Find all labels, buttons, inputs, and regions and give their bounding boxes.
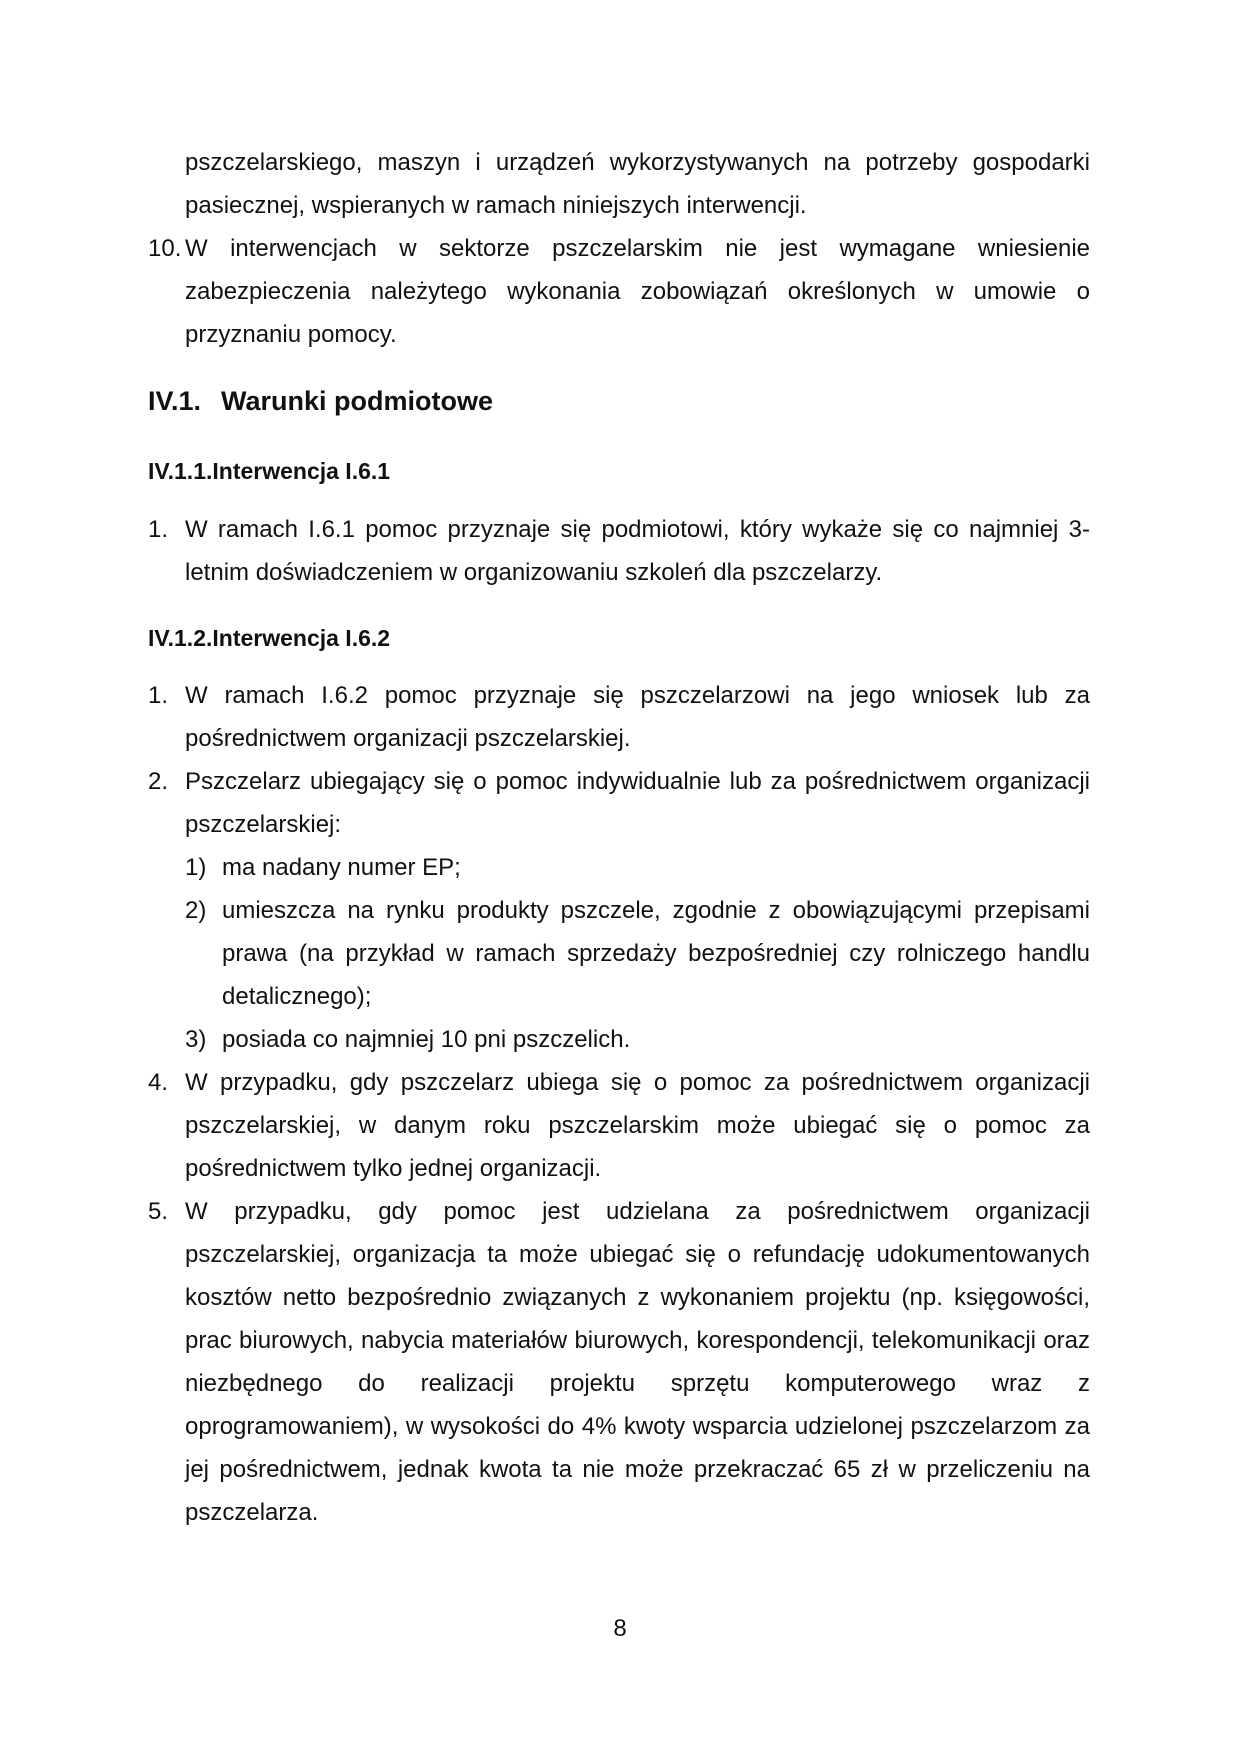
subsection-number: IV.1.1. — [148, 458, 213, 484]
paragraph-text: Pszczelarz ubiegający się o pomoc indywidualnie lub za pośrednictwem organizacji pszczelarskiej: — [185, 768, 1090, 838]
item-number: 1. — [148, 682, 169, 709]
list-item — [148, 760, 1090, 846]
sub-list-item — [185, 1018, 1090, 1061]
paragraph-text: W przypadku, gdy pszczelarz ubiega się o pomoc za pośrednictwem organizacji pszczelarskiej, w danym roku pszczelarskim może ubiegać się o pomoc za pośrednictwem tylko jednej organizacji. — [185, 1069, 1090, 1182]
section-heading — [148, 386, 493, 417]
subsection-title: Interwencja I.6.2 — [212, 625, 391, 651]
page-number: 8 — [613, 1615, 627, 1642]
paragraph-text: W przypadku, gdy pomoc jest udzielana za pośrednictwem organizacji pszczelarskiej, organizacja ta może ubiegać się o refundację udokumentowanych kosztów netto bezpośrednio związanych z wykonaniem projektu (np. księgowości, prac biurowych, nabycia materiałów biurowych, korespondencji, telekomunikacji oraz niezbędnego do realizacji projektu sprzętu komputerowego wraz z oprogramowaniem), w wysokości do 4% kwoty wsparcia udzielonej pszczelarzom za jej pośrednictwem, jednak kwota ta nie może przekraczać 65 zł w przeliczeniu na pszczelarza. — [185, 1198, 1090, 1526]
paragraph-text: W ramach I.6.2 pomoc przyznaje się pszczelarzowi na jego wniosek lub za pośrednictwem organizacji pszczelarskiej. — [185, 682, 1090, 752]
intro-block — [148, 141, 1090, 356]
list-item — [148, 508, 1090, 594]
item-number: 2. — [148, 768, 169, 795]
sub-list-item — [185, 889, 1090, 1018]
subsection-number: IV.1.2. — [148, 625, 213, 651]
paragraph-text: pszczelarskiego, maszyn i urządzeń wykorzystywanych na potrzeby gospodarki pasiecznej, wspieranych w ramach niniejszych interwencji. — [185, 149, 1090, 219]
sub-list-item — [185, 846, 1090, 889]
subsection-heading-1 — [148, 458, 390, 485]
sub-item-text: umieszcza na rynku produkty pszczele, zgodnie z obowiązującymi przepisami prawa (na przykład w ramach sprzedaży bezpośredniej czy rolniczego handlu detalicznego); — [222, 897, 1090, 1010]
sub-item-number: 1) — [185, 854, 207, 881]
paragraph-text: W ramach I.6.1 pomoc przyznaje się podmiotowi, który wykaże się co najmniej 3-letnim doświadczeniem w organizowaniu szkoleń dla pszczelarzy. — [185, 516, 1090, 586]
list-item — [148, 1190, 1090, 1534]
sub-item-number: 3) — [185, 1026, 207, 1053]
item-number: 1. — [148, 516, 169, 543]
sub-item-number: 2) — [185, 897, 207, 924]
list-item — [148, 1061, 1090, 1190]
item-number: 10. — [148, 235, 182, 262]
sub-item-text: posiada co najmniej 10 pni pszczelich. — [222, 1026, 631, 1053]
section-title: Warunki podmiotowe — [221, 386, 493, 416]
section-number: IV.1. — [148, 386, 202, 416]
item-number: 4. — [148, 1069, 169, 1096]
subsection-1-list — [148, 508, 1090, 594]
item-number: 5. — [148, 1198, 169, 1225]
list-item — [148, 674, 1090, 760]
subsection-title: Interwencja I.6.1 — [212, 458, 391, 484]
list-item-continuation — [148, 141, 1090, 227]
paragraph-text: W interwencjach w sektorze pszczelarskim nie jest wymagane wniesienie zabezpieczenia należytego wykonania zobowiązań określonych w umowie o przyznaniu pomocy. — [185, 235, 1090, 348]
subsection-heading-2 — [148, 625, 390, 652]
subsection-2-list — [148, 674, 1090, 1534]
list-item-10 — [148, 227, 1090, 356]
sub-item-text: ma nadany numer EP; — [222, 854, 461, 881]
